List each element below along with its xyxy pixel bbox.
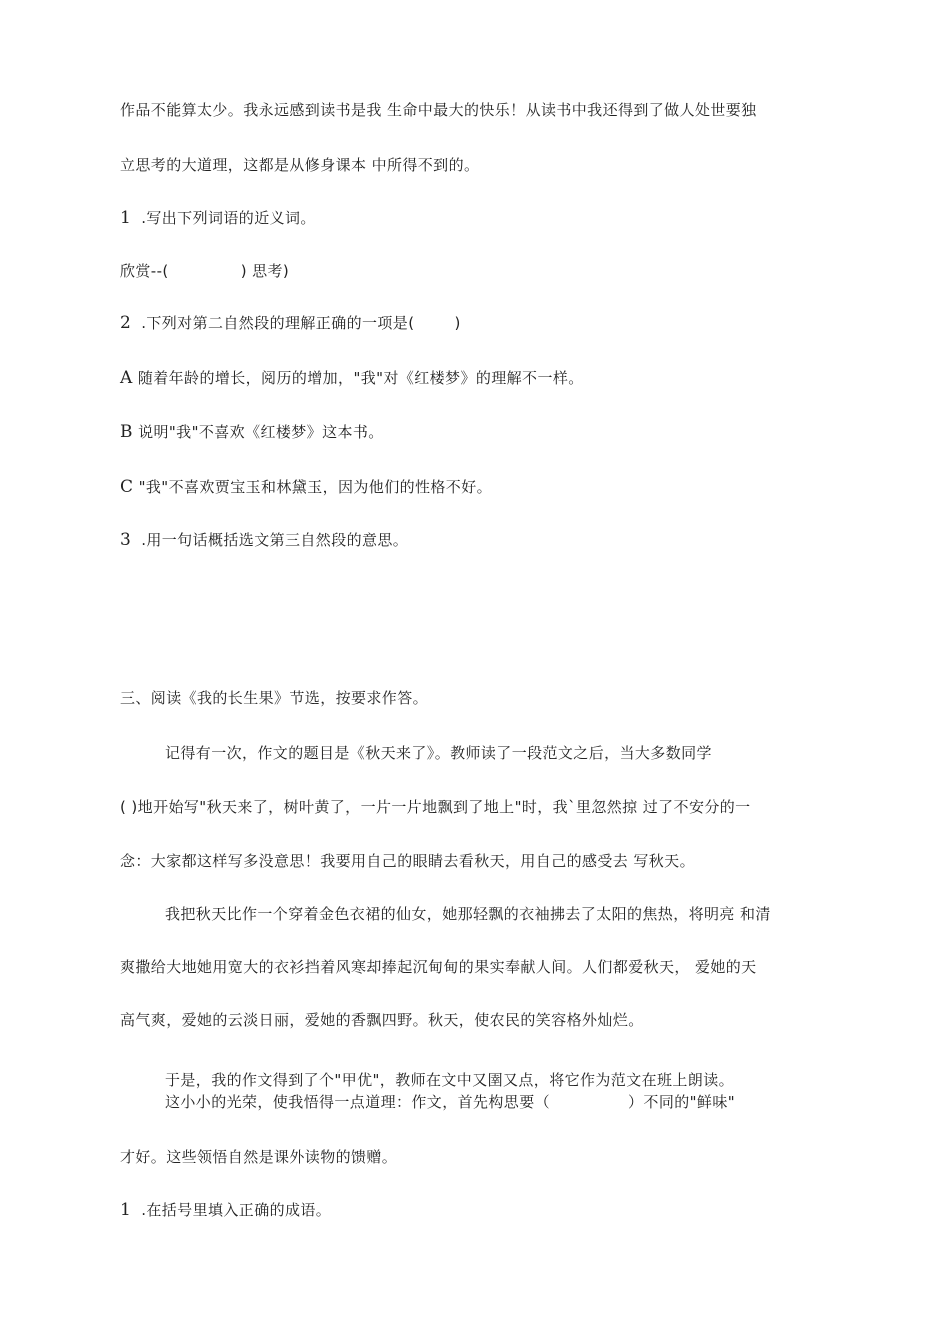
question-2 <box>120 313 461 333</box>
question-number: 2 <box>120 313 132 333</box>
question-number: 1 <box>120 1200 132 1220</box>
option-letter: A <box>120 368 133 388</box>
option-a <box>120 368 584 388</box>
option-letter: C <box>120 477 134 497</box>
option-text: 说明"我"不喜欢《红楼梦》这本书。 <box>138 423 384 441</box>
option-c <box>120 477 492 497</box>
text-line: 爽撒给大地她用宽大的衣衫挡着风寒却捧起沉甸甸的果实奉献人间。人们都爱秋天， 爱她的天 <box>120 958 757 976</box>
synonym-prompt <box>120 261 289 281</box>
text-line: 作品不能算太少。我永远感到读书是我 生命中最大的快乐！从读书中我还得到了做人处世要独 <box>120 101 757 119</box>
section-title: 三、阅读《我的长生果》节选，按要求作答。 <box>120 689 429 707</box>
option-text: 随着年龄的增长，阅历的增加，"我"对《红楼梦》的理解不一样。 <box>137 369 584 387</box>
question-1 <box>120 208 316 228</box>
question-text: .写出下列词语的近义词。 <box>141 209 316 227</box>
question-number: 1 <box>120 208 132 228</box>
synonym-word-a: 欣赏--( <box>120 262 169 280</box>
text-line <box>165 1092 735 1112</box>
text-line: 立思考的大道理，这都是从修身课本 中所得不到的。 <box>120 156 480 174</box>
synonym-word-b: ) 思考) <box>240 262 290 280</box>
text-segment: ）不同的"鲜味" <box>628 1093 736 1111</box>
text-line: 念：大家都这样写多没意思！我要用自己的眼睛去看秋天，用自己的感受去 写秋天。 <box>120 852 695 870</box>
text-line: 于是，我的作文得到了个"甲优"，教师在文中又圉又点，将它作为范文在班上朗读。 <box>165 1071 735 1089</box>
question-number: 3 <box>120 530 132 550</box>
question-text: .用一句话概括选文第三自然段的意思。 <box>141 531 409 549</box>
text-segment: 这小小的光荣，使我悟得一点道理：作文，首先构思要（ <box>165 1093 551 1111</box>
question-paren: ) <box>454 314 461 332</box>
option-letter: B <box>120 422 133 442</box>
option-b <box>120 422 384 442</box>
text-line: ( )地开始写"秋天来了，树叶黄了，一片一片地飘到了地上"时，我`里忽然掠 过了不安分的一 <box>120 798 751 816</box>
question-4 <box>120 1200 331 1220</box>
text-line: 高气爽，爱她的云淡日丽，爱她的香飘四野。秋天，使农民的笑容格外灿烂。 <box>120 1011 644 1029</box>
text-line: 我把秋天比作一个穿着金色衣裙的仙女，她那轻飘的衣袖拂去了太阳的焦热，将明亮 和清 <box>165 905 771 923</box>
question-text: .在括号里填入正确的成语。 <box>141 1201 332 1219</box>
question-3 <box>120 530 408 550</box>
option-text: "我"不喜欢贾宝玉和林黛玉，因为他们的性格不好。 <box>138 478 492 496</box>
question-text: .下列对第二自然段的理解正确的一项是( <box>141 314 415 332</box>
text-line: 记得有一次，作文的题目是《秋天来了》。教师读了一段范文之后，当大多数同学 <box>165 744 712 762</box>
text-line: 才好。这些领悟自然是课外读物的馈赠。 <box>120 1148 398 1166</box>
